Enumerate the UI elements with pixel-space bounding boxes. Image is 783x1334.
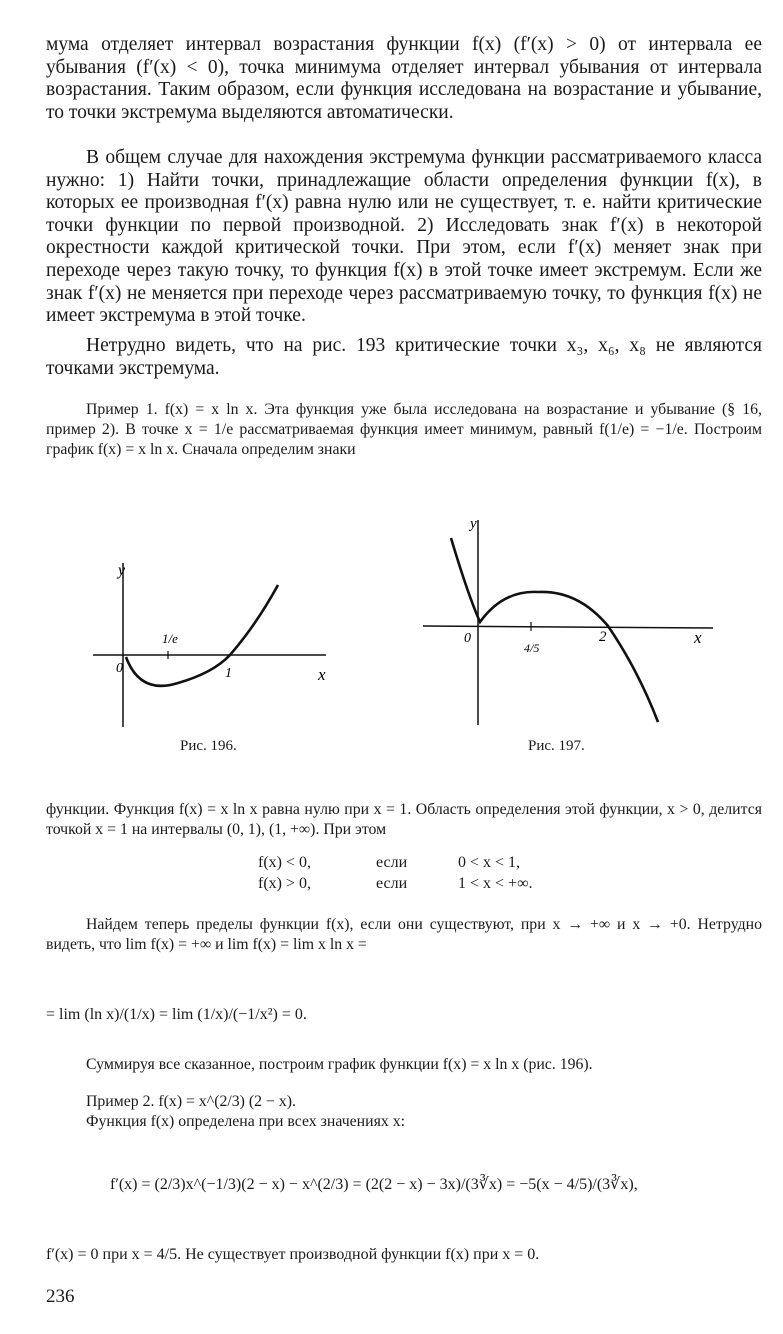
origin-label: 0 xyxy=(116,661,123,676)
paragraph-limits: Найдем теперь пределы функции f(x), если они существуют, при x → +∞ и x → +0. Нетрудно видеть, что lim f(x) = +∞ и lim f(x) = lim x ln x = xyxy=(46,916,762,953)
paragraph-1: мума отделяет интервал возрастания функции f(x) (f′(x) > 0) от интервала ее убывания (f′(x) < 0), точка минимума отделяет интервал убывания от интервала возрастания. Таким образом, если функция исследована на возрастание и убывание, то точки экстремума выделяются автоматически. xyxy=(46,34,762,123)
condition-1-expr: f(x) < 0, xyxy=(258,854,312,871)
tick-2-label: 2 xyxy=(599,629,607,645)
figure-196-caption: Рис. 196. xyxy=(180,738,237,754)
example-1-text: Пример 1. f(x) = x ln x. Эта функция уже была исследована на возрастание и убывание (§ 16, пример 2). В точке x = 1/e рассматриваемая функция имеет минимум, равный f(1/e) = −1/e. Построим график f(x) = x ln x. Сначала определим знаки xyxy=(46,401,762,458)
y-axis-label: y xyxy=(118,562,126,579)
condition-1-range: 0 < x < 1, xyxy=(458,854,521,871)
tick-4-5-label: 4/5 xyxy=(524,641,540,655)
curve-x23-2-minus-x xyxy=(451,538,658,722)
derivative-formula: f′(x) = (2/3)x^(−1/3)(2 − x) − x^(2/3) = (2(2 − x) − 3x)/(3∛x) = −5(x − 4/5)/(3∛x), xyxy=(110,1176,638,1193)
paragraph-3: Нетрудно видеть, что на рис. 193 критические точки x₃, x₆, x₈ не являются точками экстремума. xyxy=(46,335,762,379)
paragraph-defined: Функция f(x) определена при всех значениях x: xyxy=(86,1113,405,1130)
condition-2-expr: f(x) > 0, xyxy=(258,875,312,892)
figure-197-caption: Рис. 197. xyxy=(528,738,585,754)
x-axis-label: x xyxy=(694,628,702,647)
condition-1-word: если xyxy=(376,854,408,871)
paragraph-summary: Суммируя все сказанное, построим график функции f(x) = x ln x (рис. 196). xyxy=(86,1056,593,1073)
y-axis-label: y xyxy=(470,516,477,532)
origin-label: 0 xyxy=(464,631,471,646)
condition-2-word: если xyxy=(376,875,408,892)
figure-196-graph xyxy=(88,555,328,735)
x-axis-label: x xyxy=(318,665,326,684)
limit-computation: = lim (ln x)/(1/x) = lim (1/x)/(−1/x²) = 0. xyxy=(46,1006,307,1023)
figure-197-graph xyxy=(418,510,718,730)
derivative-zero-line: f′(x) = 0 при x = 4/5. Не существует производной функции f(x) при x = 0. xyxy=(46,1246,540,1263)
paragraph-2: В общем случае для нахождения экстремума функции рассматриваемого класса нужно: 1) Найти точки, принадлежащие области определения функции f(x), в которых ее производная f′(x) равна нулю или не существует, т. е. найти критические точки функции по первой производной. 2) Исследовать знак f′(x) в некоторой окрестности каждой критической точки. При этом, если f′(x) меняет знак при переходе через такую точку, то функция f(x) в этой точке имеет экстремум. Если же знак f′(x) не меняется при переходе через рассматриваемую точку, то функция f(x) не имеет экстремума в этой точке. xyxy=(46,147,762,327)
tick-1e-label: 1/e xyxy=(162,631,178,646)
x-axis xyxy=(423,626,713,628)
condition-2-range: 1 < x < +∞. xyxy=(458,875,533,892)
curve-x-ln-x xyxy=(126,585,278,686)
paragraph-domain: функции. Функция f(x) = x ln x равна нулю при x = 1. Область определения этой функции, x > 0, делится точкой x = 1 на интервалы (0, 1), (1, +∞). При этом xyxy=(46,801,762,838)
tick-1-label: 1 xyxy=(225,666,232,681)
example-2-heading: Пример 2. f(x) = x^(2/3) (2 − x). xyxy=(86,1093,296,1110)
page-number: 236 xyxy=(46,1286,75,1307)
